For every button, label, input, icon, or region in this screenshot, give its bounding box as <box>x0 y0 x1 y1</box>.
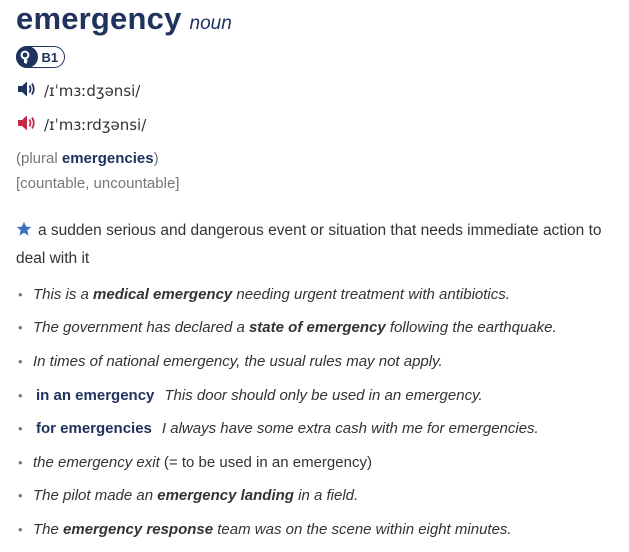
collocation-phrase: for emergencies <box>36 420 152 438</box>
uk-audio-speaker-icon[interactable] <box>16 79 38 104</box>
bullet-icon: • <box>18 488 23 504</box>
bullet-icon: • <box>18 320 23 336</box>
headword: emergency <box>16 1 182 36</box>
pronunciation-text-uk: /ɪˈmɜːdʒənsi/ <box>44 82 141 100</box>
plural-info <box>16 146 621 171</box>
example-text: In times of national emergency, the usual rules may not apply. <box>33 352 443 370</box>
bullet-icon: • <box>18 353 23 369</box>
example-note: (= to be used in an emergency) <box>159 453 372 471</box>
example-text: The emergency response team was on the scene within eight minutes. <box>33 520 512 538</box>
example-item <box>16 513 621 547</box>
example-item-collocation <box>16 412 621 446</box>
example-item-collocation <box>16 379 621 413</box>
bullet-icon: • <box>18 454 23 470</box>
bullet-icon: • <box>18 286 23 302</box>
grammar-label: [countable, uncountable] <box>16 175 180 192</box>
bullet-icon: • <box>18 421 23 437</box>
us-audio-speaker-icon[interactable] <box>16 113 38 138</box>
level-badge-row <box>16 46 621 74</box>
example-list <box>16 278 621 547</box>
key-icon <box>16 46 38 68</box>
sense-definition <box>16 218 621 272</box>
example-item <box>16 312 621 346</box>
definition-text: a sudden serious and dangerous event or situation that needs immediate action to deal with it <box>16 222 602 267</box>
bullet-icon: • <box>18 387 23 403</box>
cefr-level: B1 <box>41 49 59 65</box>
pronunciation-us <box>16 108 621 142</box>
entry-header <box>16 0 621 40</box>
example-text: This door should only be used in an emergency. <box>164 386 483 404</box>
plural-close: ) <box>153 150 159 167</box>
bullet-icon: • <box>18 521 23 537</box>
example-text: This is a medical emergency needing urgent treatment with antibiotics. <box>33 285 510 303</box>
plural-open: (plural <box>16 150 62 167</box>
example-text: The government has declared a state of emergency following the earthquake. <box>33 319 557 337</box>
pronunciation-uk <box>16 74 621 108</box>
part-of-speech: noun <box>189 13 232 34</box>
dictionary-entry <box>16 0 621 547</box>
example-item <box>16 446 621 480</box>
pronunciation-text-us: /ɪˈmɜːrdʒənsi/ <box>44 116 147 134</box>
example-text: the emergency exit (= to be used in an emergency) <box>33 453 372 471</box>
star-icon <box>16 220 32 246</box>
example-item <box>16 345 621 379</box>
example-text: The pilot made an emergency landing in a field. <box>33 487 359 505</box>
oxford-3000-badge[interactable] <box>16 46 65 68</box>
plural-form: emergencies <box>61 150 154 167</box>
example-text: I always have some extra cash with me for emergencies. <box>161 420 539 438</box>
example-item <box>16 480 621 514</box>
collocation-phrase: in an emergency <box>36 386 155 404</box>
example-item <box>16 278 621 312</box>
